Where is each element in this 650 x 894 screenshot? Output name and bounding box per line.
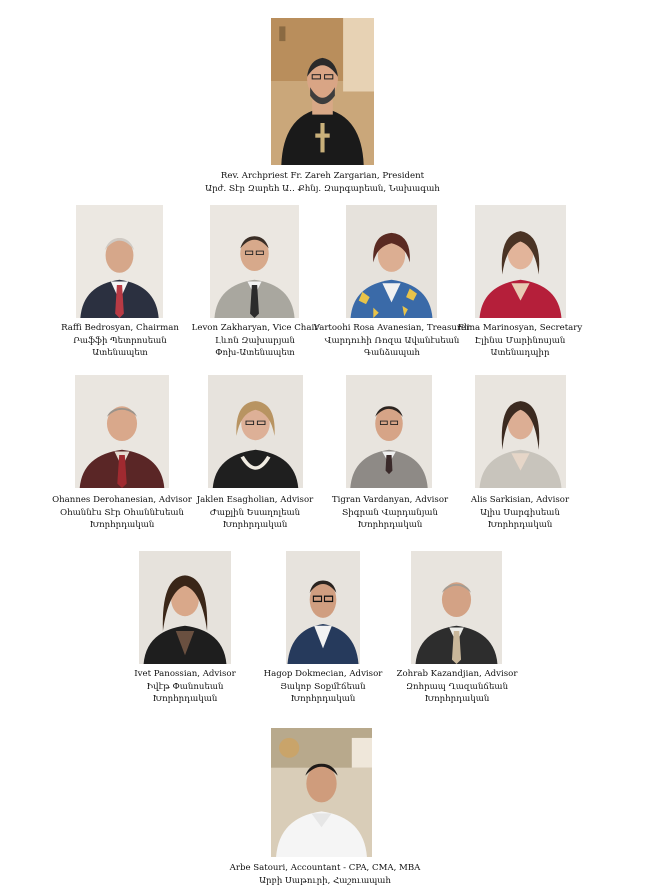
portrait-photo xyxy=(475,205,566,318)
member-name-armenian: Օհաննէս Տէր Օհաննէսեան xyxy=(60,507,184,518)
member-name-armenian: Զոհրապ Ղազանճեան xyxy=(405,681,509,692)
portrait-photo xyxy=(75,375,169,488)
portrait-photo xyxy=(139,551,231,664)
portrait-photo xyxy=(76,205,163,318)
member-name-armenian: Էլինա Մարինոսյան xyxy=(474,335,566,346)
member-name: Ivet Panossian, Advisor xyxy=(134,669,236,679)
portrait-photo xyxy=(271,728,372,857)
member-name: Rev. Archpriest Fr. Zareh Zargarian, President xyxy=(220,171,425,181)
member-name-armenian: Ալիս Սարգիսեան xyxy=(480,507,560,518)
member-name: Hagop Dokmecian, Advisor xyxy=(263,669,383,679)
member-title: Խորհրդական xyxy=(89,520,155,531)
member-name-armenian: Ժաքլին Եսաղոլեան xyxy=(209,507,301,518)
member-name-armenian: Արժ. Տէր Զարեհ Ա․․ Քհնյ. Զարգարեան, Նախագահ xyxy=(205,183,440,194)
portrait-photo xyxy=(411,551,502,664)
member-name: Tigran Vardanyan, Advisor xyxy=(331,495,449,505)
member-name-armenian: Վարդուհի Ռոզա Ավանէսեան xyxy=(324,335,460,346)
member-name: Elina Marinosyan, Secretary xyxy=(457,323,583,333)
member-name: Arbe Satouri, Accountant - CPA, CMA, MBA xyxy=(229,863,421,873)
member-title: Խորհրդական xyxy=(357,520,423,531)
portrait-photo xyxy=(210,205,299,318)
member-title: Գանձապահ xyxy=(364,348,420,359)
portrait-photo xyxy=(208,375,303,488)
member-name: Ohannes Derohanesian, Advisor xyxy=(52,495,192,505)
member-title: Խորհրդական xyxy=(424,694,490,705)
member-name: Vartoohi Rosa Avanesian, Treasurer xyxy=(313,323,471,333)
portrait-photo xyxy=(271,18,374,165)
member-name-armenian: Տիգրան Վարդանյան xyxy=(341,507,439,518)
member-title: Ատենապետ xyxy=(92,348,148,359)
member-name: Raffi Bedrosyan, Chairman xyxy=(61,323,179,333)
portrait-photo xyxy=(286,551,360,664)
member-title: Խորհրդական xyxy=(290,694,356,705)
member-title: Խորհրդական xyxy=(487,520,553,531)
member-title: Ատենադպիր xyxy=(490,348,550,359)
member-title: Խորհրդական xyxy=(222,520,288,531)
portrait-photo xyxy=(346,205,437,318)
member-name-armenian: Լևոն Զախարյան xyxy=(215,335,295,346)
member-name: Alis Sarkisian, Advisor xyxy=(470,495,570,505)
member-name-armenian: Արբի Սաթուրի, Հաշուապահ xyxy=(259,875,391,886)
member-name: Zohrab Kazandjian, Advisor xyxy=(396,669,518,679)
member-title: Խորհրդական xyxy=(152,694,218,705)
member-name-armenian: Րաֆֆի Պետրոսեան xyxy=(73,335,167,346)
member-title: Փոխ-Ատենապետ xyxy=(215,348,295,359)
member-name-armenian: Իվէթ Փանոսեան xyxy=(146,681,224,692)
member-name: Levon Zakharyan, Vice Chair xyxy=(191,323,319,333)
member-name: Jaklen Esagholian, Advisor xyxy=(196,495,314,505)
portrait-photo xyxy=(475,375,566,488)
member-name-armenian: Յակոբ Տօքմէճեան xyxy=(280,681,366,692)
portrait-photo xyxy=(346,375,432,488)
